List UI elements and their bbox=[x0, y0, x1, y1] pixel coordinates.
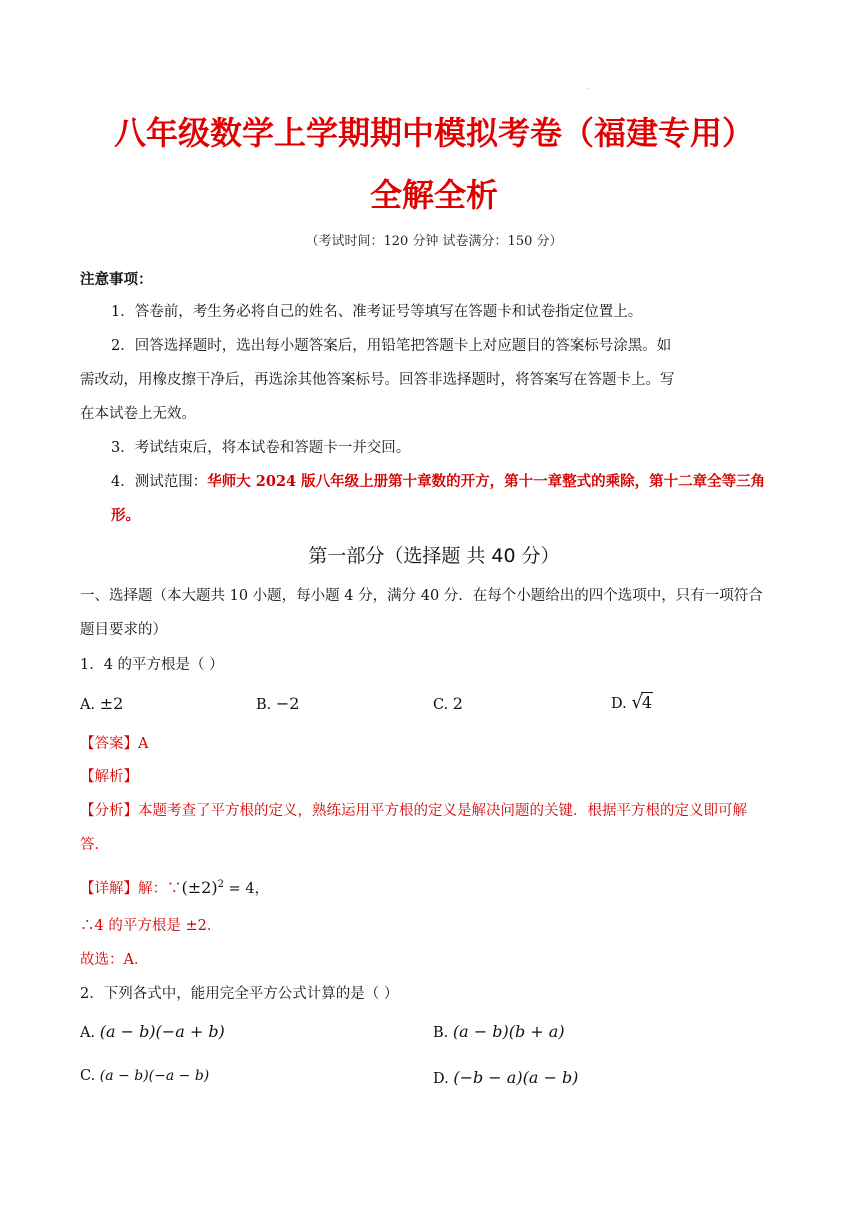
q1-answer: 【答案】A bbox=[80, 736, 149, 752]
page-subtitle: 全解全析 bbox=[369, 176, 498, 214]
q2-option-d bbox=[433, 1068, 578, 1087]
q1-option-a-label: A. bbox=[80, 697, 96, 713]
notes-item-3: 3．考试结束后，将本试卷和答题卡一并交回。 bbox=[111, 440, 411, 456]
q1-detail-math: (±2) bbox=[181, 877, 218, 897]
q1-detail-exponent: 2 bbox=[217, 879, 224, 890]
q1-option-a-value: ±2 bbox=[99, 694, 124, 713]
notes-item-2-line-1: 2．回答选择题时，选出每小题答案后，用铅笔把答题卡上对应题目的答案标号涂黑。如 bbox=[111, 338, 672, 354]
q1-stem: 1．4 的平方根是（ ） bbox=[80, 657, 224, 673]
q1-option-d bbox=[611, 692, 653, 713]
q2-option-a-value: (a − b)(−a + b) bbox=[99, 1022, 225, 1041]
notes-item-2-line-2: 需改动，用橡皮擦干净后，再选涂其他答案标号。回答非选择题时，将答案写在答题卡上。写 bbox=[80, 372, 675, 388]
notes-item-1: 1．答卷前，考生务必将自己的姓名、准考证号等填写在答题卡和试卷指定位置上。 bbox=[111, 304, 643, 320]
q1-option-b-value: −2 bbox=[275, 694, 300, 713]
q1-detail-label: 【详解】 bbox=[80, 880, 138, 897]
q2-option-c-label: C. bbox=[80, 1068, 96, 1084]
q2-option-b bbox=[433, 1022, 565, 1041]
notes-item-4 bbox=[111, 472, 765, 492]
q1-analysis-label: 【解析】 bbox=[80, 769, 138, 785]
notes-item-2-line-3: 在本试卷上无效。 bbox=[80, 406, 196, 422]
test-scope: 华师大 2024 版八年级上册第十章数的开方，第十一章整式的乘除，第十二章全等三角 bbox=[207, 473, 766, 490]
part-instructions-line-1: 一、选择题（本大题共 10 小题，每小题 4 分，满分 40 分．在每个小题给出的四个选项中，只有一项符合 bbox=[80, 588, 763, 604]
q2-option-c bbox=[80, 1068, 209, 1084]
q1-detail-text: 解：∵ bbox=[138, 880, 182, 897]
exam-meta: （考试时间：120 分钟 试卷满分：150 分） bbox=[305, 234, 563, 249]
q2-option-c-value: (a − b)(−a − b) bbox=[99, 1068, 210, 1084]
q1-choice: 故选：A． bbox=[80, 952, 149, 968]
q2-option-a bbox=[80, 1022, 225, 1041]
q2-option-b-value: (a − b)(b + a) bbox=[452, 1022, 565, 1041]
q1-analysis-line-1: 【分析】本题考查了平方根的定义，熟练运用平方根的定义是解决问题的关键．根据平方根的定义即可解 bbox=[80, 803, 747, 819]
q1-option-d-label: D. bbox=[611, 696, 627, 712]
q1-option-a bbox=[80, 694, 123, 713]
square-root-icon: √4 bbox=[631, 692, 652, 713]
q1-option-c-label: C. bbox=[433, 697, 449, 713]
q1-option-d-value: 4 bbox=[641, 693, 652, 712]
q1-conclusion: ∴4 的平方根是 ±2． bbox=[80, 918, 222, 934]
q1-option-c-value: 2 bbox=[452, 694, 463, 713]
q2-option-d-label: D. bbox=[433, 1071, 449, 1087]
q1-option-c bbox=[433, 694, 463, 713]
test-scope-line-2: 形。 bbox=[111, 507, 140, 524]
q2-stem: 2．下列各式中，能用完全平方公式计算的是（ ） bbox=[80, 986, 399, 1002]
q1-analysis-line-2: 答． bbox=[80, 837, 109, 853]
corner-mark: · bbox=[588, 86, 590, 93]
page-title: 八年级数学上学期期中模拟考卷（福建专用） bbox=[113, 114, 754, 152]
q1-option-b-label: B. bbox=[256, 697, 272, 713]
part-instructions-line-2: 题目要求的） bbox=[80, 622, 167, 638]
q1-detail bbox=[80, 875, 269, 899]
q2-option-d-value: (−b − a)(a − b) bbox=[453, 1068, 579, 1087]
q1-detail-rest: = 4， bbox=[223, 880, 270, 897]
notes-item-4-prefix: 4．测试范围： bbox=[111, 474, 208, 490]
q2-option-a-label: A. bbox=[80, 1025, 96, 1041]
notes-heading: 注意事项： bbox=[80, 272, 153, 288]
section-title: 第一部分（选择题 共 40 分） bbox=[308, 545, 560, 567]
q1-option-b bbox=[256, 694, 299, 713]
q2-option-b-label: B. bbox=[433, 1025, 449, 1041]
